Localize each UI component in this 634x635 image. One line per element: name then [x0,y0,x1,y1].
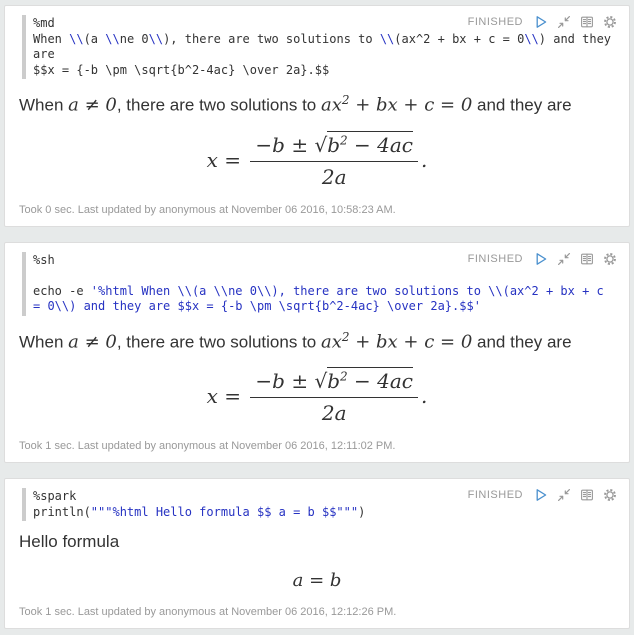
text-run: , there are two solutions to [116,95,321,115]
paragraph-controls [468,488,617,502]
output-formula [19,133,615,190]
status-badge: FINISHED [467,489,523,502]
code-text: println( [33,504,91,519]
math-lhs: x = [206,147,248,172]
code-text: echo -e [33,283,91,298]
code-text: ) [358,504,366,519]
math-run: + bx + c = 0 [349,331,473,353]
text-run: and they are [472,332,572,352]
text-run: Hello formula [19,532,120,552]
code-text: ) and they [538,31,612,46]
output-text [19,325,615,355]
code-escape: \\ [148,31,164,46]
code-string: = 0\\) and they are $$x = {-b \pm \sqrt{b^2-4ac} \over 2a}.$$' [33,299,481,314]
execution-info: Took 1 sec. Last updated by anonymous at November 06 2016, 12:12:26 PM. [19,606,397,619]
editor-book-icon[interactable] [580,252,594,266]
code-string: '%html When \\(a \\ne 0\\), there are two solutions to \\(ax^2 + bx + c [90,283,604,298]
paragraph-controls [468,252,617,266]
shrink-width-icon[interactable] [557,488,571,502]
code-text: ne 0 [119,31,149,46]
execution-info: Took 1 sec. Last updated by anonymous at November 06 2016, 12:11:02 PM. [19,440,396,453]
shrink-width-icon[interactable] [557,15,571,29]
sqrt-symbol: √ [314,369,328,394]
status-badge: FINISHED [467,16,523,28]
editor-book-icon[interactable] [580,15,594,29]
code-text: (ax^2 + bx + c = 0 [394,31,525,46]
sqrt-radicand: $b^2 - 4ac$ [327,132,413,157]
paragraph-cell [4,478,630,629]
fraction-numerator: $-b \pm √b^2 - 4ac$ [250,133,418,162]
text-run: , there are two solutions to [116,332,321,352]
paragraph-controls [468,15,617,29]
math-run: 2 [341,93,350,107]
sqrt-radicand: $b^2 - 4ac$ [327,369,413,394]
paragraph-output [19,325,615,427]
code-text: %spark [33,489,77,504]
settings-gear-icon[interactable] [603,15,617,29]
code-text: ), there are two solutions to [163,31,380,46]
code-escape: \\ [524,31,539,46]
execution-info: Took 0 sec. Last updated by anonymous at November 06 2016, 10:58:23 AM. [19,203,396,216]
code-line [33,47,615,63]
fraction-denominator: 2a [321,164,347,189]
run-icon[interactable] [534,252,548,266]
math-run: ax [320,331,342,353]
code-escape: \\ [69,31,84,46]
math-fraction [250,133,418,190]
notebook [4,5,630,629]
code-text: (a [83,31,106,46]
sqrt-symbol: √ [314,132,328,157]
math-suffix: . [420,147,428,172]
text-run: When [19,332,69,352]
code-text: %sh [33,252,55,267]
math-suffix: . [420,384,428,409]
paragraph-cell [4,242,630,464]
math-fraction [250,369,418,426]
settings-gear-icon[interactable] [603,252,617,266]
paragraph-output [19,530,615,592]
output-formula [19,369,615,426]
code-escape: \\ [105,31,120,46]
editor-book-icon[interactable] [580,488,594,502]
output-text [19,88,615,118]
shrink-width-icon[interactable] [557,252,571,266]
paragraph-cell [4,5,630,227]
fraction-denominator: 2a [321,401,347,426]
fraction-numerator: $-b \pm √b^2 - 4ac$ [250,369,418,398]
math-run: a ≠ 0 [68,94,117,116]
paragraph-output [19,88,615,190]
code-text: When [33,31,70,46]
code-line [33,268,615,284]
output-text [19,530,615,554]
code-text: %md [33,16,55,30]
math-run: a ≠ 0 [68,331,117,353]
run-icon[interactable] [534,488,548,502]
status-badge: FINISHED [467,252,523,265]
code-line [33,32,615,48]
code-line [33,63,615,79]
math-lhs: x = [206,384,248,409]
code-text: $$x = {-b \pm \sqrt{b^2-4ac} \over 2a}.$$ [33,62,330,77]
code-escape: \\ [379,31,395,46]
code-string: """%html Hello formula $$ a = b $$""" [90,504,359,519]
math-run: 2 [341,329,350,344]
code-line [33,299,615,315]
text-run: and they are [472,95,572,115]
code-line [33,505,615,521]
code-text: are [33,47,55,61]
run-icon[interactable] [534,15,548,29]
text-run: When [19,95,69,115]
math-run: + bx + c = 0 [349,94,473,116]
code-line [33,284,615,300]
math-run: ax [320,94,342,116]
settings-gear-icon[interactable] [603,488,617,502]
math-run: a = b [292,570,342,592]
output-formula [19,569,615,592]
